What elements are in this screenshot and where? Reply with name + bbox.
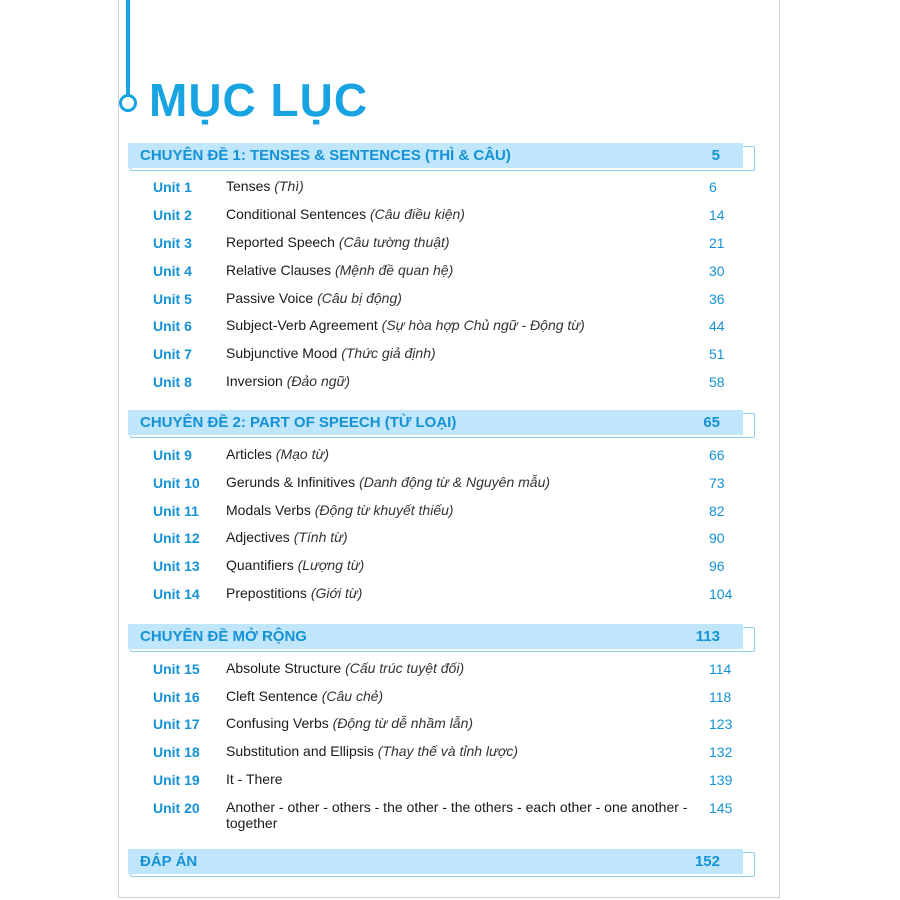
unit-title: Subjunctive Mood (Thức giả định) bbox=[226, 345, 436, 361]
toc-row bbox=[153, 585, 753, 613]
toc-row bbox=[153, 502, 753, 530]
unit-note: (Động từ khuyết thiếu) bbox=[314, 502, 454, 518]
unit-page-number: 30 bbox=[709, 263, 725, 279]
unit-title: Substitution and Ellipsis (Thay thế và tỉnh lược) bbox=[226, 743, 519, 759]
toc-row bbox=[153, 262, 753, 290]
section-page-number: 5 bbox=[711, 147, 720, 164]
section-header-2 bbox=[128, 410, 756, 439]
unit-page-number: 132 bbox=[709, 744, 733, 760]
unit-page-number: 66 bbox=[709, 447, 725, 463]
unit-page-number: 139 bbox=[709, 772, 733, 788]
unit-label: Unit 9 bbox=[153, 447, 192, 463]
unit-title: Adjectives (Tính từ) bbox=[226, 529, 348, 545]
unit-label: Unit 17 bbox=[153, 716, 200, 732]
unit-label: Unit 11 bbox=[153, 503, 199, 519]
unit-label: Unit 16 bbox=[153, 689, 200, 705]
unit-note: (Mệnh đề quan hệ) bbox=[334, 262, 454, 278]
unit-title: Passive Voice (Câu bị động) bbox=[226, 290, 402, 306]
unit-note: (Cấu trúc tuyệt đối) bbox=[345, 660, 465, 676]
unit-title: Prepostitions (Giới từ) bbox=[226, 585, 363, 601]
unit-label: Unit 10 bbox=[153, 475, 200, 491]
unit-note: (Thì) bbox=[274, 178, 304, 194]
toc-row bbox=[153, 743, 753, 771]
unit-title: Articles (Mạo từ) bbox=[226, 446, 330, 462]
unit-note: (Câu bị động) bbox=[317, 290, 402, 306]
unit-label: Unit 20 bbox=[153, 800, 200, 816]
unit-note: (Mạo từ) bbox=[275, 446, 330, 462]
unit-note: (Đảo ngữ) bbox=[286, 373, 351, 389]
unit-label: Unit 18 bbox=[153, 744, 200, 760]
toc-row bbox=[153, 317, 753, 345]
unit-title: Subject-Verb Agreement (Sự hòa hợp Chủ ngữ - Động từ) bbox=[226, 317, 585, 333]
toc-row bbox=[153, 660, 753, 688]
unit-label: Unit 15 bbox=[153, 661, 200, 677]
unit-label: Unit 14 bbox=[153, 586, 200, 602]
unit-page-number: 145 bbox=[709, 800, 733, 816]
toc-row bbox=[153, 373, 753, 401]
section-title: CHUYÊN ĐỀ 1: TENSES & SENTENCES (THÌ & CÂU) bbox=[140, 147, 511, 164]
unit-page-number: 6 bbox=[709, 179, 717, 195]
unit-page-number: 36 bbox=[709, 291, 725, 307]
toc-row bbox=[153, 715, 753, 743]
unit-title: Tenses (Thì) bbox=[226, 178, 304, 194]
toc-row bbox=[153, 688, 753, 716]
unit-page-number: 114 bbox=[709, 661, 732, 677]
unit-title: Relative Clauses (Mệnh đề quan hệ) bbox=[226, 262, 454, 278]
toc-row bbox=[153, 799, 753, 835]
unit-page-number: 58 bbox=[709, 374, 725, 390]
unit-label: Unit 2 bbox=[153, 207, 192, 223]
toc-row bbox=[153, 290, 753, 318]
unit-page-number: 51 bbox=[709, 346, 725, 362]
unit-note: (Sự hòa hợp Chủ ngữ - Động từ) bbox=[381, 317, 585, 333]
unit-note: (Câu tường thuật) bbox=[338, 234, 450, 250]
unit-label: Unit 3 bbox=[153, 235, 192, 251]
unit-title: Inversion (Đảo ngữ) bbox=[226, 373, 351, 389]
unit-label: Unit 1 bbox=[153, 179, 192, 195]
unit-page-number: 123 bbox=[709, 716, 733, 732]
toc-row bbox=[153, 234, 753, 262]
unit-title: Quantifiers (Lượng từ) bbox=[226, 557, 365, 573]
section-page-number: 65 bbox=[703, 414, 720, 431]
section-header-4 bbox=[128, 849, 756, 878]
unit-note: (Thay thế và tỉnh lược) bbox=[377, 743, 519, 759]
page-title: MỤC LỤC bbox=[149, 74, 369, 126]
unit-page-number: 96 bbox=[709, 558, 725, 574]
decorative-circle-icon bbox=[119, 94, 137, 112]
unit-title: Confusing Verbs (Động từ dễ nhầm lẫn) bbox=[226, 715, 474, 731]
unit-label: Unit 19 bbox=[153, 772, 200, 788]
unit-page-number: 73 bbox=[709, 475, 725, 491]
unit-page-number: 118 bbox=[709, 689, 732, 705]
unit-note: (Câu chẻ) bbox=[321, 688, 384, 704]
unit-label: Unit 6 bbox=[153, 318, 192, 334]
unit-label: Unit 13 bbox=[153, 558, 200, 574]
decorative-vertical-line bbox=[126, 0, 130, 98]
unit-note: (Giới từ) bbox=[310, 585, 363, 601]
unit-label: Unit 7 bbox=[153, 346, 192, 362]
unit-page-number: 104 bbox=[709, 586, 733, 602]
toc-row bbox=[153, 178, 753, 206]
unit-title: Reported Speech (Câu tường thuật) bbox=[226, 234, 450, 250]
unit-title: Gerunds & Infinitives (Danh động từ & Nguyên mẫu) bbox=[226, 474, 551, 490]
section-page-number: 113 bbox=[695, 628, 720, 645]
unit-title: Conditional Sentences (Câu điều kiện) bbox=[226, 206, 465, 222]
unit-note: (Tính từ) bbox=[293, 529, 348, 545]
section-header-1 bbox=[128, 143, 756, 172]
unit-page-number: 14 bbox=[709, 207, 725, 223]
unit-title: It - There bbox=[226, 771, 283, 787]
section-title: CHUYÊN ĐỀ MỞ RỘNG bbox=[140, 628, 307, 645]
unit-note: (Động từ dễ nhầm lẫn) bbox=[332, 715, 474, 731]
section-header-bar bbox=[128, 849, 743, 874]
section-header-3 bbox=[128, 624, 756, 653]
unit-page-number: 82 bbox=[709, 503, 725, 519]
toc-row bbox=[153, 206, 753, 234]
toc-row bbox=[153, 474, 753, 502]
section-title: CHUYÊN ĐỀ 2: PART OF SPEECH (TỪ LOẠI) bbox=[140, 414, 457, 431]
unit-page-number: 21 bbox=[709, 235, 725, 251]
unit-note: (Lượng từ) bbox=[297, 557, 365, 573]
unit-note: (Danh động từ & Nguyên mẫu) bbox=[359, 474, 551, 490]
unit-page-number: 90 bbox=[709, 530, 725, 546]
toc-row bbox=[153, 446, 753, 474]
unit-label: Unit 8 bbox=[153, 374, 192, 390]
unit-title: Cleft Sentence (Câu chẻ) bbox=[226, 688, 384, 704]
unit-title: Another - other - others - the other - the others - each other - one another - together bbox=[226, 799, 688, 831]
unit-label: Unit 5 bbox=[153, 291, 192, 307]
unit-label: Unit 12 bbox=[153, 530, 200, 546]
unit-note: (Thức giả định) bbox=[341, 345, 436, 361]
section-page-number: 152 bbox=[694, 853, 720, 870]
unit-note: (Câu điều kiện) bbox=[370, 206, 465, 222]
toc-row bbox=[153, 345, 753, 373]
toc-row bbox=[153, 557, 753, 585]
unit-label: Unit 4 bbox=[153, 263, 192, 279]
toc-row bbox=[153, 771, 753, 799]
toc-row bbox=[153, 529, 753, 557]
unit-title: Modals Verbs (Động từ khuyết thiếu) bbox=[226, 502, 454, 518]
section-title: ĐÁP ÁN bbox=[140, 853, 198, 870]
unit-page-number: 44 bbox=[709, 318, 725, 334]
unit-title: Absolute Structure (Cấu trúc tuyệt đối) bbox=[226, 660, 465, 676]
